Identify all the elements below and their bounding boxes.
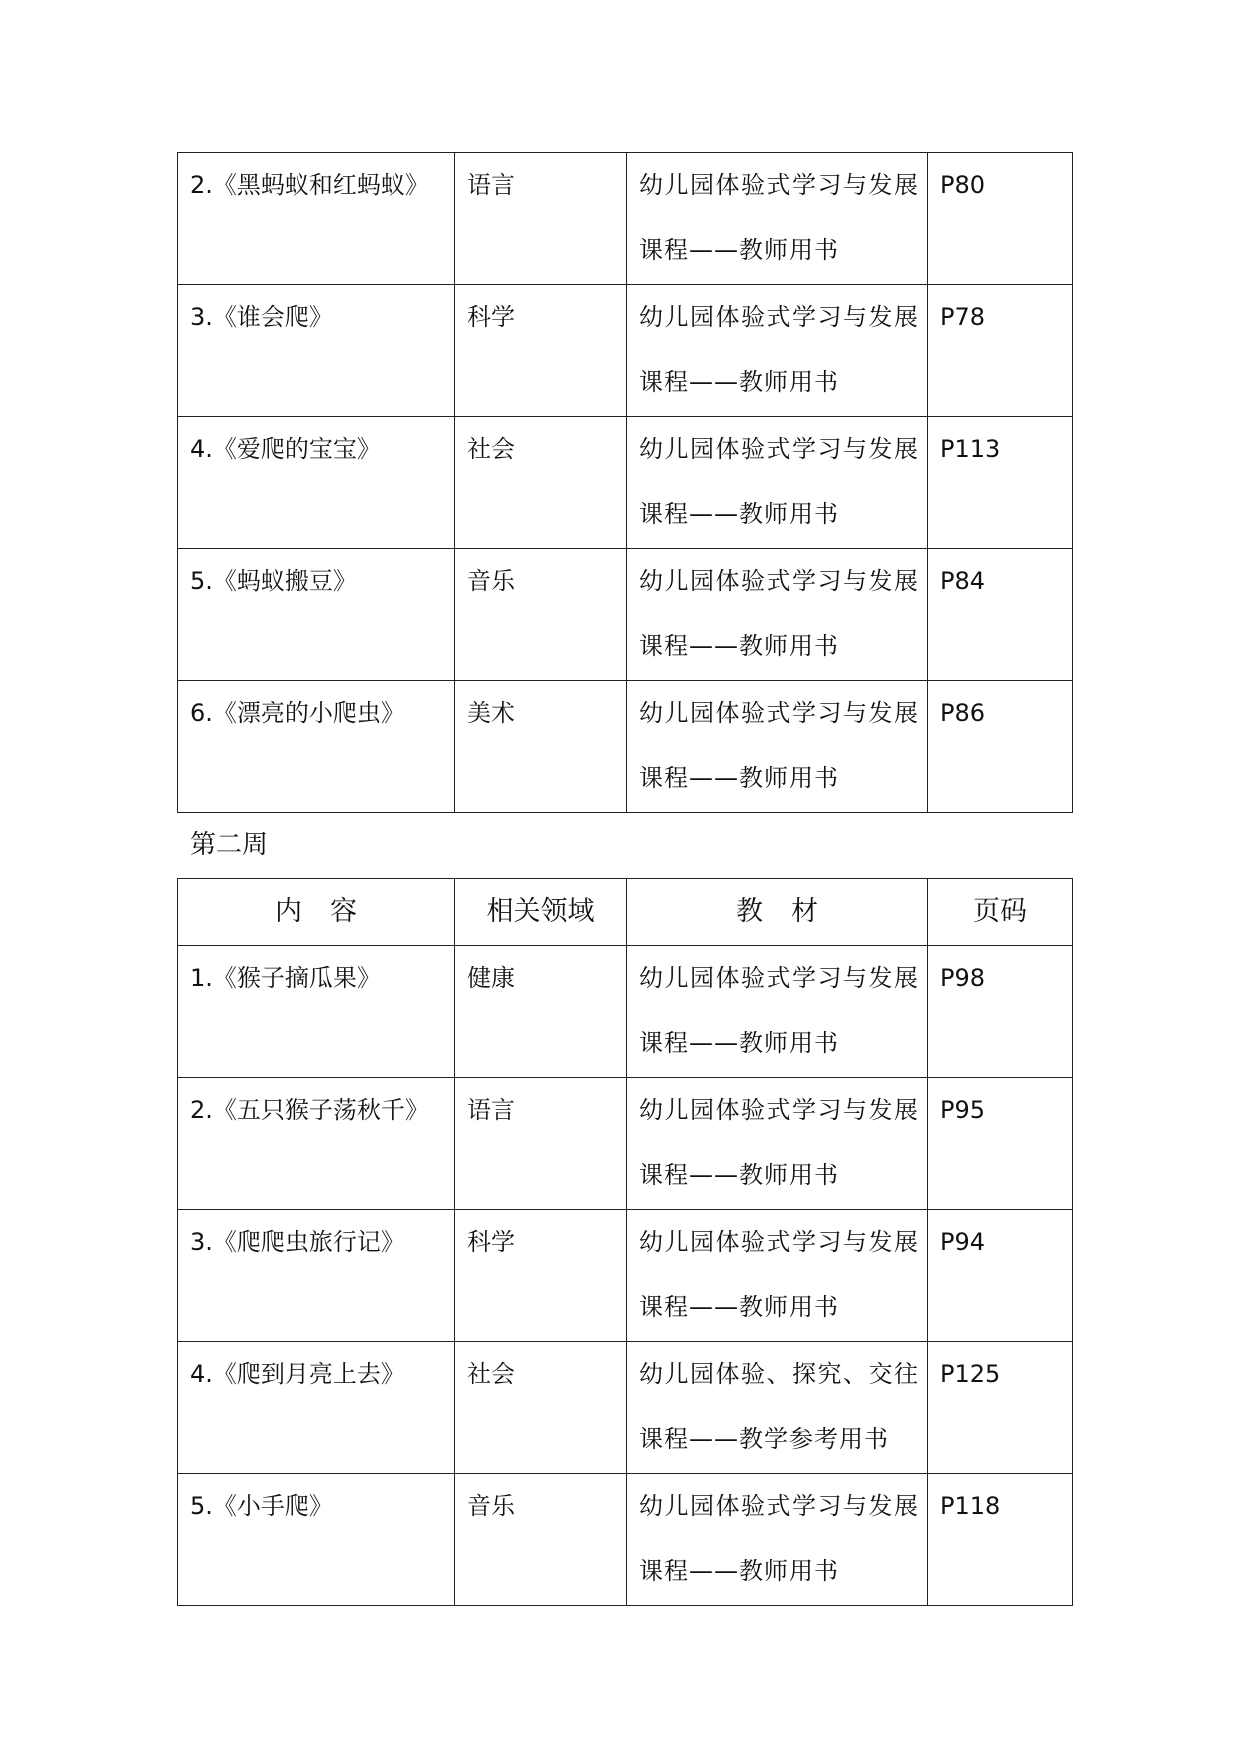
table-row bbox=[178, 285, 1073, 417]
page-number: P113 bbox=[940, 435, 1001, 463]
page-number: P95 bbox=[940, 1096, 986, 1124]
book-title-line1: 幼儿园体验式学习与发展 bbox=[639, 1492, 920, 1520]
book-title-line2: 课程——教师用书 bbox=[639, 1293, 839, 1321]
content-text: 3.《爬爬虫旅行记》 bbox=[190, 1228, 405, 1256]
lesson-table-week1 bbox=[177, 152, 1073, 813]
book-cell bbox=[627, 285, 928, 417]
book-title-line1: 幼儿园体验式学习与发展 bbox=[639, 567, 920, 595]
page-number: P80 bbox=[940, 171, 986, 199]
domain-text: 语言 bbox=[467, 1096, 515, 1124]
page-cell bbox=[928, 1078, 1073, 1210]
header-domain-label: 相关领域 bbox=[486, 896, 595, 927]
content-cell bbox=[178, 153, 455, 285]
book-title-line2: 课程——教师用书 bbox=[639, 1029, 839, 1057]
domain-text: 社会 bbox=[467, 1360, 515, 1388]
week-heading: 第二周 bbox=[190, 830, 269, 860]
book-title-line1: 幼儿园体验式学习与发展 bbox=[639, 699, 920, 727]
content-cell bbox=[178, 285, 455, 417]
content-text: 2.《五只猴子荡秋千》 bbox=[190, 1096, 429, 1124]
table-row bbox=[178, 1474, 1073, 1606]
header-content-label: 内容 bbox=[275, 896, 385, 927]
domain-text: 社会 bbox=[467, 435, 515, 463]
table-row bbox=[178, 549, 1073, 681]
domain-text: 音乐 bbox=[467, 1492, 515, 1520]
book-cell bbox=[627, 153, 928, 285]
page-cell bbox=[928, 549, 1073, 681]
book-cell bbox=[627, 1474, 928, 1606]
page-number: P125 bbox=[940, 1360, 1001, 1388]
book-cell bbox=[627, 1078, 928, 1210]
header-domain bbox=[455, 879, 627, 946]
book-title-line1: 幼儿园体验式学习与发展 bbox=[639, 1096, 920, 1124]
book-title-line2: 课程——教师用书 bbox=[639, 632, 839, 660]
book-cell bbox=[627, 549, 928, 681]
content-cell bbox=[178, 417, 455, 549]
content-cell bbox=[178, 1474, 455, 1606]
book-title-line1: 幼儿园体验式学习与发展 bbox=[639, 964, 920, 992]
header-book-label: 教材 bbox=[736, 896, 846, 927]
domain-cell bbox=[455, 1210, 627, 1342]
content-text: 5.《蚂蚁搬豆》 bbox=[190, 567, 357, 595]
content-text: 2.《黑蚂蚁和红蚂蚁》 bbox=[190, 171, 429, 199]
book-title-line1: 幼儿园体验式学习与发展 bbox=[639, 435, 920, 463]
content-cell bbox=[178, 1078, 455, 1210]
book-title-line1: 幼儿园体验、探究、交往 bbox=[639, 1360, 920, 1388]
page-number: P118 bbox=[940, 1492, 1001, 1520]
content-text: 4.《爱爬的宝宝》 bbox=[190, 435, 381, 463]
page-number: P84 bbox=[940, 567, 986, 595]
content-cell bbox=[178, 549, 455, 681]
page-cell bbox=[928, 1474, 1073, 1606]
domain-cell bbox=[455, 946, 627, 1078]
page-cell bbox=[928, 417, 1073, 549]
table-row bbox=[178, 681, 1073, 813]
table-row bbox=[178, 417, 1073, 549]
book-title-line2: 课程——教师用书 bbox=[639, 500, 839, 528]
header-book bbox=[627, 879, 928, 946]
page-cell bbox=[928, 681, 1073, 813]
domain-text: 语言 bbox=[467, 171, 515, 199]
page-cell bbox=[928, 153, 1073, 285]
domain-cell bbox=[455, 1474, 627, 1606]
book-title-line2: 课程——教师用书 bbox=[639, 236, 839, 264]
book-title-line1: 幼儿园体验式学习与发展 bbox=[639, 1228, 920, 1256]
table-row bbox=[178, 1210, 1073, 1342]
domain-cell bbox=[455, 285, 627, 417]
domain-cell bbox=[455, 549, 627, 681]
page-cell bbox=[928, 1210, 1073, 1342]
book-cell bbox=[627, 417, 928, 549]
lesson-table-week2 bbox=[177, 878, 1073, 1606]
content-text: 3.《谁会爬》 bbox=[190, 303, 333, 331]
book-title-line2: 课程——教师用书 bbox=[639, 1161, 839, 1189]
domain-text: 美术 bbox=[467, 699, 515, 727]
domain-cell bbox=[455, 153, 627, 285]
page-cell bbox=[928, 285, 1073, 417]
header-content bbox=[178, 879, 455, 946]
table-row bbox=[178, 946, 1073, 1078]
page-cell bbox=[928, 946, 1073, 1078]
domain-cell bbox=[455, 1342, 627, 1474]
book-title-line2: 课程——教师用书 bbox=[639, 764, 839, 792]
content-cell bbox=[178, 681, 455, 813]
book-title-line1: 幼儿园体验式学习与发展 bbox=[639, 303, 920, 331]
content-cell bbox=[178, 1210, 455, 1342]
domain-text: 健康 bbox=[467, 964, 515, 992]
content-text: 4.《爬到月亮上去》 bbox=[190, 1360, 405, 1388]
book-cell bbox=[627, 1342, 928, 1474]
book-title-line2: 课程——教师用书 bbox=[639, 368, 839, 396]
page-cell bbox=[928, 1342, 1073, 1474]
content-text: 5.《小手爬》 bbox=[190, 1492, 333, 1520]
page-number: P98 bbox=[940, 964, 986, 992]
header-page bbox=[928, 879, 1073, 946]
domain-cell bbox=[455, 681, 627, 813]
book-cell bbox=[627, 681, 928, 813]
content-cell bbox=[178, 1342, 455, 1474]
domain-cell bbox=[455, 417, 627, 549]
domain-text: 科学 bbox=[467, 1228, 515, 1256]
table-row bbox=[178, 1342, 1073, 1474]
book-title-line2: 课程——教师用书 bbox=[639, 1557, 839, 1585]
table-row bbox=[178, 153, 1073, 285]
page-number: P78 bbox=[940, 303, 986, 331]
book-cell bbox=[627, 946, 928, 1078]
header-page-label: 页码 bbox=[973, 896, 1027, 927]
content-cell bbox=[178, 946, 455, 1078]
page-number: P94 bbox=[940, 1228, 986, 1256]
page-number: P86 bbox=[940, 699, 986, 727]
domain-cell bbox=[455, 1078, 627, 1210]
domain-text: 音乐 bbox=[467, 567, 515, 595]
book-title-line2: 课程——教学参考用书 bbox=[639, 1425, 889, 1453]
book-cell bbox=[627, 1210, 928, 1342]
table-row bbox=[178, 1078, 1073, 1210]
book-title-line1: 幼儿园体验式学习与发展 bbox=[639, 171, 920, 199]
domain-text: 科学 bbox=[467, 303, 515, 331]
content-text: 1.《猴子摘瓜果》 bbox=[190, 964, 381, 992]
content-text: 6.《漂亮的小爬虫》 bbox=[190, 699, 405, 727]
table-header-row bbox=[178, 879, 1073, 946]
